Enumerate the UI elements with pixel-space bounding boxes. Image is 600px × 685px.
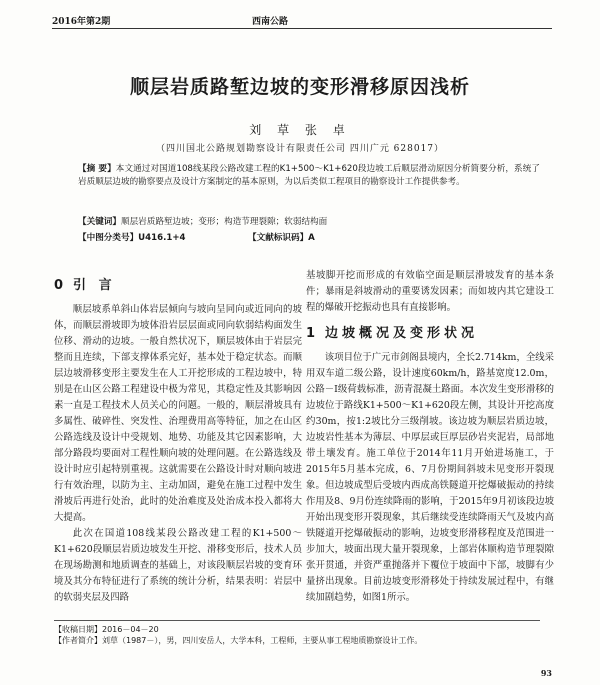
journal-issue: 2016年第2期 (52, 17, 111, 27)
intro-continuation: 基坡脚开挖而形成的有效临空面是顺层滑坡发育的基本条件；暴雨是斜坡滑动的重要诱发因素；而如坡内其它建设工程的爆破开挖振动也具有直接影响。 (306, 270, 554, 313)
author-bio: 【作者简介】刘草（1987－），男，四川安岳人，大学本科，工程师，主要从事工程地质勘察设计工作。 (54, 636, 423, 645)
abstract-text: 本文通过对国道108线某段公路改建工程的K1+500～K1+620段边坡工后顺层滑动原因分析简要分析，系统了岩质顺层边坡的勘察要点及设计方案制定的基本原则，为以后类似工程项目的勘察设计工作提供参考。 (78, 164, 540, 187)
abstract (78, 163, 540, 188)
section-heading-intro (54, 278, 302, 294)
abstract-tag: 【摘 要】 (78, 164, 116, 174)
paper-title: 顺层岩质路堑边坡的变形滑移原因浅析 (129, 76, 470, 98)
document-code: 【文献标识码】A (248, 233, 315, 243)
keywords-tag: 【关键词】 (78, 217, 121, 227)
author-affiliation: （四川国北公路规划勘察设计有限责任公司 四川广元 628017） (155, 144, 445, 154)
keywords (78, 216, 540, 228)
classification-row (78, 232, 540, 244)
page-number: 93 (540, 668, 552, 678)
section-heading-overview (306, 326, 554, 342)
clc-number: 【中图分类号】U416.1+4 (78, 233, 186, 243)
keywords-text: 顺层岩质路堑边坡；变形；构造节理裂隙；软弱结构面 (120, 217, 328, 227)
right-column (306, 268, 554, 606)
journal-name: 西南公路 (252, 17, 289, 27)
paper-authors: 刘 草 张 卓 (249, 123, 351, 137)
footnote (54, 620, 540, 646)
running-header (52, 14, 552, 29)
section-title: 引 言 (73, 278, 116, 293)
section-number: 0 (54, 278, 64, 293)
received-date: 【收稿日期】2016－04－20 (54, 625, 159, 634)
section-title: 边坡概况及变形状况 (325, 326, 479, 341)
overview-paragraph-1: 该项目位于广元市剑阁县境内，全长2.714km，全线采用双车道二级公路，设计速度60km/h，路基宽度12.0m，公路－Ⅰ级荷载标准，沥青混凝土路面。本次发生变形滑移的边坡位于路线K1+500～K1+620段左侧，其设计开挖高度约30m，按1:2坡比分三级削坡。该边坡为顺层岩质边坡，边坡岩性基本为薄层、中厚层或巨厚层砂岩夹泥岩，局部地带土壤发育。施工单位于2014年11月开始进场施工，于2015年5月基本完成，6、7月份期间斜坡未见变形开裂现象。但边坡成型后受坡内西成高铁隧道开挖爆破振动的持续作用及8、9月份连续降雨的影响，于2015年9月初该段边坡开始出现变形开裂现象，其后继续受连续降雨天气及坡内高铁隧道开挖爆破振动的影响，边坡变形滑移程度及范围进一步加大，坡面出现大量开裂现象，上部岩体顺构造节理裂隙张开贯通，并资严重抛落并下覆位于坡面中下部，坡脚有少量挤出现象。目前边坡变形滑移处于持续发展过程中，有继续加剧趋势，如图1所示。 (306, 352, 555, 603)
intro-paragraph-1: 顺层坡系单斜山体岩层倾向与坡向呈同向或近同向的坡体，而顺层滑坡即为坡体沿岩层层面或同向软弱结构面发生位移、滑动的边坡。一般自然状况下，顺层坡体由于岩层完整而且连续，下部支撑体系完好，基本处于稳定状态。而顺层边坡滑移变形主要发生在人工开挖形成的工程边坡中，特别是在山区公路工程建设中极为常见，其稳定性及其影响因素一直是工程技术人员关心的问题。一般的，顺层滑坡具有多属性、破碎性、突发性、治理费用高等特征，加之在山区公路选线及设计中受规划、地势、功能及其它因素影响，大部分路段均要面对工程性顺向坡的处理问题。在公路选线及设计时应引起特别重视。这就需要在公路设计时对顺向坡进行有效治理，以防为主、主动加固，避免在施工过程中发生滑坡后再进行处治，此时的处治难度及处治成本投入都将大大提高。 (54, 304, 302, 523)
intro-paragraph-2: 此次在国道108线某段公路改建工程的K1+500～K1+620段顺层岩质边坡发生开挖、滑移变形后，技术人员在现场勘测和地质调查的基础上，对该段顺层岩坡的变育环境及其分布特征进行了系统的统计分析，结果表明：岩层中的软弱夹层及四路 (54, 528, 302, 603)
section-number: 1 (306, 326, 316, 341)
left-column (54, 268, 302, 606)
